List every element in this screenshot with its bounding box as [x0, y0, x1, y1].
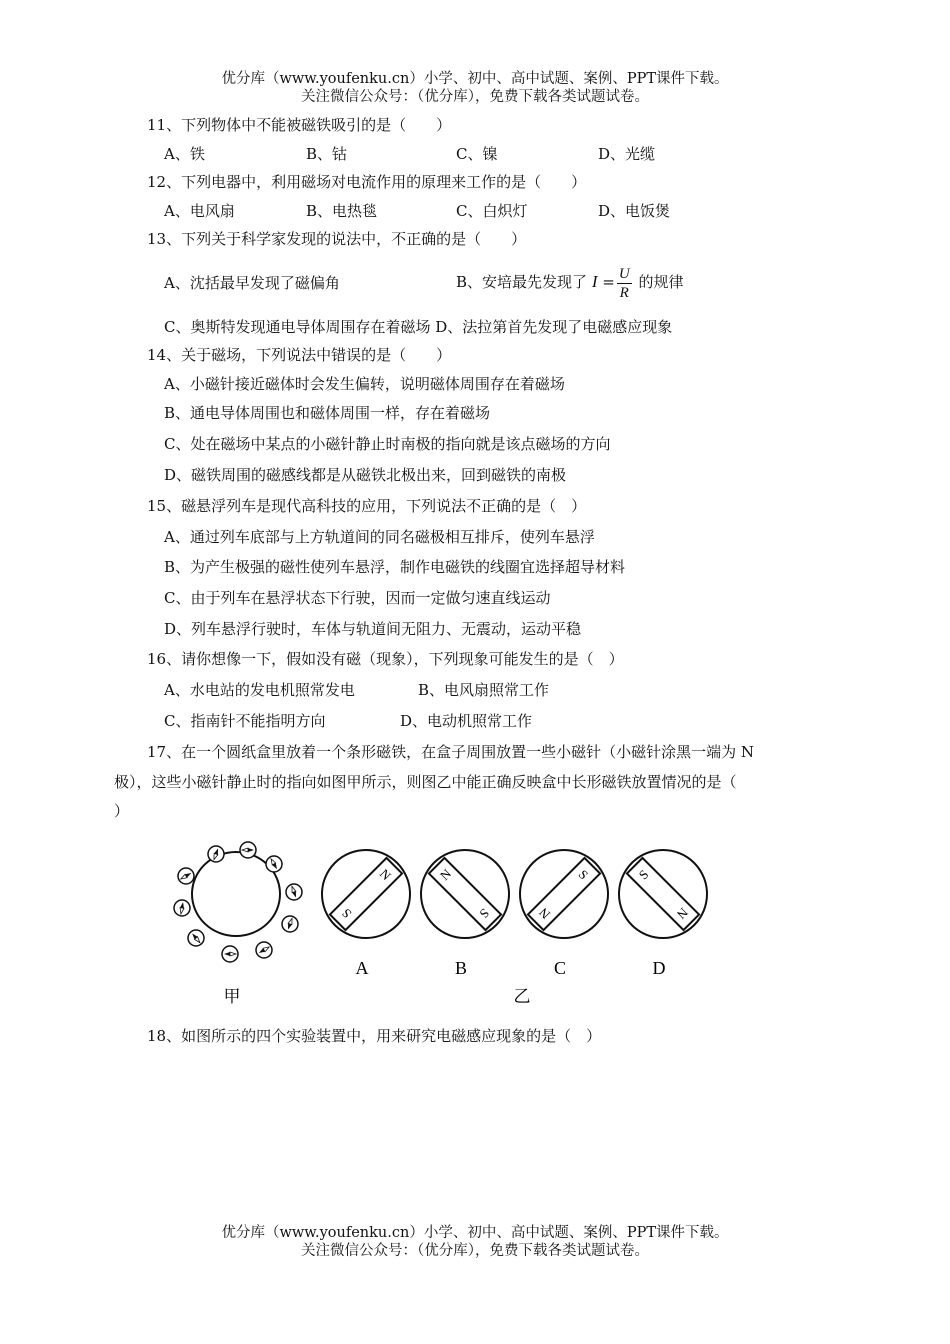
figure-jia	[174, 842, 302, 1006]
magnet-top-pole: S	[575, 866, 592, 883]
compass-needle-icon	[222, 946, 238, 962]
compass-needle-icon	[256, 942, 272, 958]
magnet-top-pole: N	[376, 865, 395, 884]
compass-needle-icon	[208, 846, 224, 862]
q16-option-c: C、指南针不能指明方向	[164, 712, 326, 730]
magnet-box-c	[520, 850, 608, 978]
q17-line-3: ）	[114, 802, 130, 820]
q12-option-b: B、电热毯	[306, 202, 378, 220]
q15-option-a: A、通过列车底部与上方轨道间的同名磁极相互排斥，使列车悬浮	[164, 528, 595, 546]
q12-stem: 12、下列电器中，利用磁场对电流作用的原理来工作的是（ ）	[147, 173, 587, 191]
q16-stem: 16、请你想像一下，假如没有磁（现象），下列现象可能发生的是（ ）	[147, 650, 624, 668]
q11-stem: 11、下列物体中不能被磁铁吸引的是（ ）	[147, 116, 452, 134]
q13-option-b	[456, 262, 683, 302]
compass-needle-icon	[178, 868, 194, 884]
q15-stem: 15、磁悬浮列车是现代高科技的应用，下列说法不正确的是（ ）	[147, 497, 587, 515]
q16-option-b: B、电风扇照常工作	[418, 681, 550, 699]
q17-figure	[160, 832, 720, 1012]
q13-formula-eq: =	[602, 273, 615, 291]
q14-option-c: C、处在磁场中某点的小磁针静止时南极的指向就是该点磁场的方向	[164, 435, 611, 453]
q11-option-a: A、铁	[164, 145, 205, 163]
magnet-top-pole: N	[436, 865, 455, 884]
q18-stem: 18、如图所示的四个实验装置中，用来研究电磁感应现象的是（ ）	[147, 1027, 602, 1045]
q13-formula-fraction	[617, 265, 632, 302]
q12-option-a: A、电风扇	[164, 202, 235, 220]
figure-yi	[322, 850, 707, 978]
magnet-bottom-pole: S	[476, 905, 493, 922]
compass-needle-icon	[266, 856, 282, 872]
magnet-box-b	[421, 850, 509, 978]
option-label: A	[355, 958, 369, 978]
header-line-1: 优分库（www.youfenku.cn）小学、初中、高中试题、案例、PPT课件下载。	[221, 71, 729, 87]
figure-yi-label: 乙	[513, 987, 531, 1006]
magnet-bottom-pole: S	[338, 905, 355, 922]
q15-option-b: B、为产生极强的磁性使列车悬浮，制作电磁铁的线圈宜选择超导材料	[164, 558, 626, 576]
bar-magnet	[528, 858, 600, 930]
magnet-box-a	[322, 850, 410, 978]
q17-line-1: 17、在一个圆纸盒里放着一个条形磁铁，在盒子周围放置一些小磁针（小磁针涂黑一端为 N	[147, 743, 754, 761]
bar-magnet	[627, 858, 699, 930]
compass-needle-icon	[188, 930, 204, 946]
q13-formula-numerator: U	[618, 265, 630, 282]
magnet-bottom-pole: N	[535, 904, 554, 923]
figure-jia-label: 甲	[223, 987, 241, 1006]
q13-option-b-suffix: 的规律	[638, 273, 684, 291]
q12-option-c: C、白炽灯	[456, 202, 528, 220]
compass-needle-icon	[174, 900, 190, 916]
compass-needle-icon	[286, 884, 302, 900]
magnet-bottom-pole: N	[673, 904, 692, 923]
q13-stem: 13、下列关于科学家发现的说法中，不正确的是（ ）	[147, 230, 527, 248]
option-label: C	[553, 958, 567, 978]
q15-option-c: C、由于列车在悬浮状态下行驶，因而一定做匀速直线运动	[164, 589, 551, 607]
q14-stem: 14、关于磁场，下列说法中错误的是（ ）	[147, 346, 452, 364]
compass-needle-icon	[282, 916, 298, 932]
compass-needle-icon	[240, 842, 256, 858]
q13-option-cd: C、奥斯特发现通电导体周围存在着磁场 D、法拉第首先发现了电磁感应现象	[164, 318, 673, 336]
q16-option-d: D、电动机照常工作	[400, 712, 533, 730]
bar-magnet	[429, 858, 501, 930]
q12-option-d: D、电饭煲	[598, 202, 671, 220]
q13-option-b-prefix: B、安培最先发现了	[456, 273, 588, 291]
q14-option-b: B、通电导体周围也和磁体周围一样，存在着磁场	[164, 404, 491, 422]
bar-magnet	[330, 858, 402, 930]
q16-option-a: A、水电站的发电机照常发电	[164, 681, 355, 699]
footer-line-1: 优分库（www.youfenku.cn）小学、初中、高中试题、案例、PPT课件下载。	[221, 1225, 729, 1241]
header-line-2: 关注微信公众号：（优分库），免费下载各类试题试卷。	[301, 89, 649, 105]
footer-line-2: 关注微信公众号：（优分库），免费下载各类试题试卷。	[301, 1243, 649, 1259]
q15-option-d: D、列车悬浮行驶时，车体与轨道间无阻力、无震动，运动平稳	[164, 620, 582, 638]
magnet-top-pole: S	[635, 866, 652, 883]
q13-formula-denominator: R	[619, 284, 629, 301]
q13-formula-var: I	[591, 272, 598, 291]
q17-line-2: 极），这些小磁针静止时的指向如图甲所示，则图乙中能正确反映盒中长形磁铁放置情况的是（	[114, 773, 737, 791]
q14-option-d: D、磁铁周围的磁感线都是从磁铁北极出来，回到磁铁的南极	[164, 466, 567, 484]
magnet-box-d	[619, 850, 707, 978]
q13-option-a: A、沈括最早发现了磁偏角	[164, 274, 340, 292]
q14-option-a: A、小磁针接近磁体时会发生偏转，说明磁体周围存在着磁场	[164, 375, 565, 393]
q11-option-c: C、镍	[456, 145, 498, 163]
q11-option-b: B、钴	[306, 145, 348, 163]
q11-option-d: D、光缆	[598, 145, 656, 163]
option-label: D	[652, 958, 666, 978]
option-label: B	[454, 958, 468, 978]
